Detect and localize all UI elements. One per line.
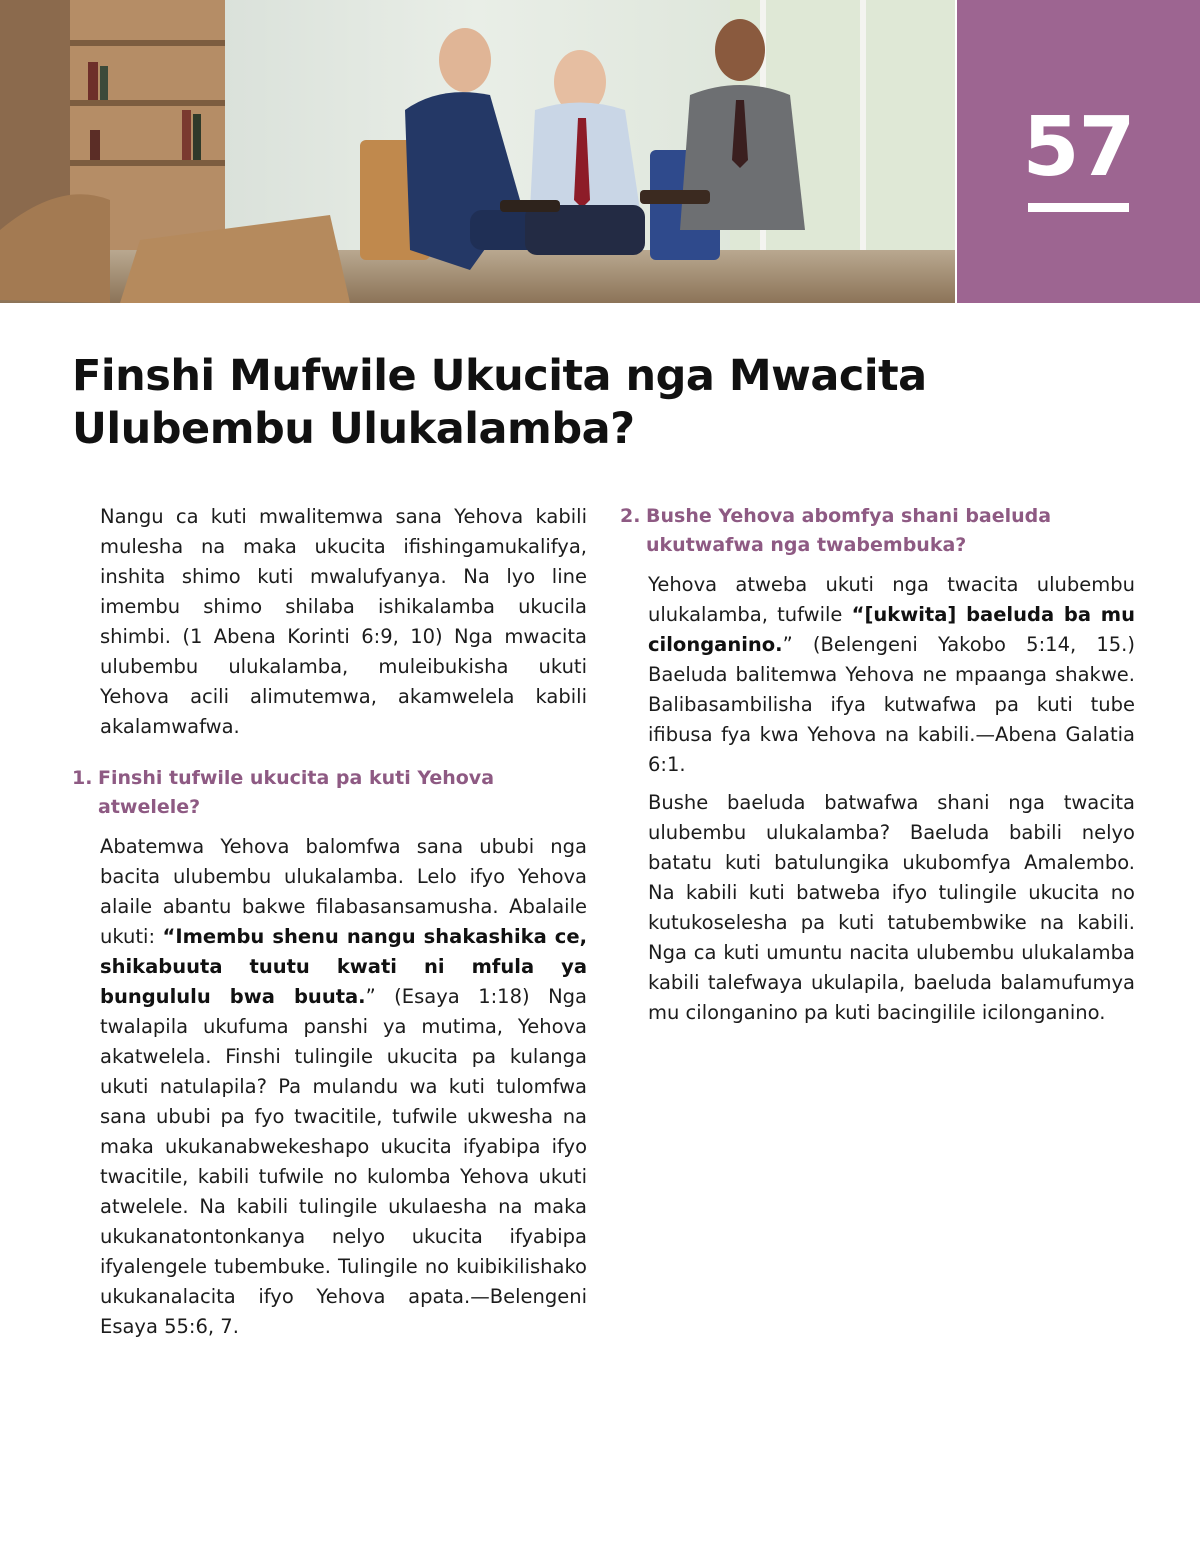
section-2-paragraph-2: Bushe baeluda batwafwa shani nga twacita ulubembu ulukalamba? Baeluda babili nelyo batatu kuti batulungika ukubomfya Amalembo. Na kabili kuti batweba ifyo tulingile ukucita no kutukoselesha pa kuti tatubembwike na kabili. Nga ca kuti umuntu nacita ulubembu ulukalamba kabili talefwaya ukulapila, baeluda balamufumya mu cilonganino pa kuti bacingilile icilonganino.	[648, 791, 1135, 1024]
page-title: Finshi Mufwile Ukucita nga Mwacita Ulubembu Ulukalamba?	[72, 351, 927, 454]
section-1-text-before: Abatemwa Yehova balomfwa sana ububi nga bacita ulubembu ulukalamba. Lelo ifyo Yehova alaile abantu bakwe filabasansamusha. Abalaile ukuti:	[100, 835, 587, 948]
hero-photo	[0, 0, 955, 303]
lesson-number-underline	[1028, 203, 1129, 212]
left-column	[72, 502, 587, 1350]
section-1-paragraph	[72, 832, 587, 1342]
section-2-text-before: Yehova atweba ukuti nga twacita ulubembu ulukalamba, tufwile	[648, 573, 1135, 626]
right-column	[620, 502, 1135, 1036]
question-2-heading	[620, 502, 1135, 560]
question-2-number: 2.	[620, 505, 641, 527]
section-1-scripture-quote: “Imembu shenu nangu shakashika ce, shikabuuta tuutu kwati ni mfula ya bungululu bwa buuta.	[100, 925, 587, 1008]
hero-photo-illustration	[0, 0, 955, 303]
section-2-paragraph-1	[620, 570, 1135, 780]
lesson-number: 57	[1022, 100, 1135, 195]
section-2-text-after: ” (Belengeni Yakobo 5:14, 15.) Baeluda balitemwa Yehova ne mpaanga shakwe. Balibasambilisha ifya kutwafwa pa kuti tube ifibusa fya kwa Yehova na kabili.—Abena Galatia 6:1.	[648, 633, 1135, 776]
question-1-text: Finshi tufwile ukucita pa kuti Yehova atwelele?	[98, 767, 495, 818]
question-1-heading	[72, 764, 587, 822]
section-1-text-after: ” (Esaya 1:18) Nga twalapila ukufuma panshi ya mutima, Yehova akatwelela. Finshi tulingile ukucita pa kulanga ukuti natulapila? Pa mulandu wa kuti tulomfwa sana ububi pa fyo twacitile, tufwile ukwesha na maka ukukanabwekeshapo ukucita ifyabipa ifyo twacitile, kabili tufwile no kulomba Yehova ukuti atwelele. Na kabili tulingile ukulaesha na maka ukukanatontonkanya nelyo ukucita ifyabipa ifyalengele tubembuke. Tulingile no kuibikilishako ukukanalacita ifyo Yehova apata.—Belengeni Esaya 55:6, 7.	[100, 985, 587, 1338]
question-2-text: Bushe Yehova abomfya shani baeluda ukutwafwa nga twabembuka?	[646, 505, 1052, 556]
intro-paragraph: Nangu ca kuti mwalitemwa sana Yehova kabili mulesha na maka ukucita ifishingamukalifya, inshita shimo kuti mwalufyanya. Na lyo line imembu shimo shilaba ishikalamba ukucila shimbi. (1 Abena Korinti 6:9, 10) Nga mwacita ulubembu ulukalamba, muleibukisha ukuti Yehova acili alimutemwa, akamwelela kabili akalamwafwa.	[100, 505, 587, 738]
section-2-scripture-quote: “[ukwita] baeluda ba mu cilonganino.	[648, 603, 1135, 656]
question-1-number: 1.	[72, 767, 93, 789]
lesson-number-box	[957, 0, 1200, 303]
